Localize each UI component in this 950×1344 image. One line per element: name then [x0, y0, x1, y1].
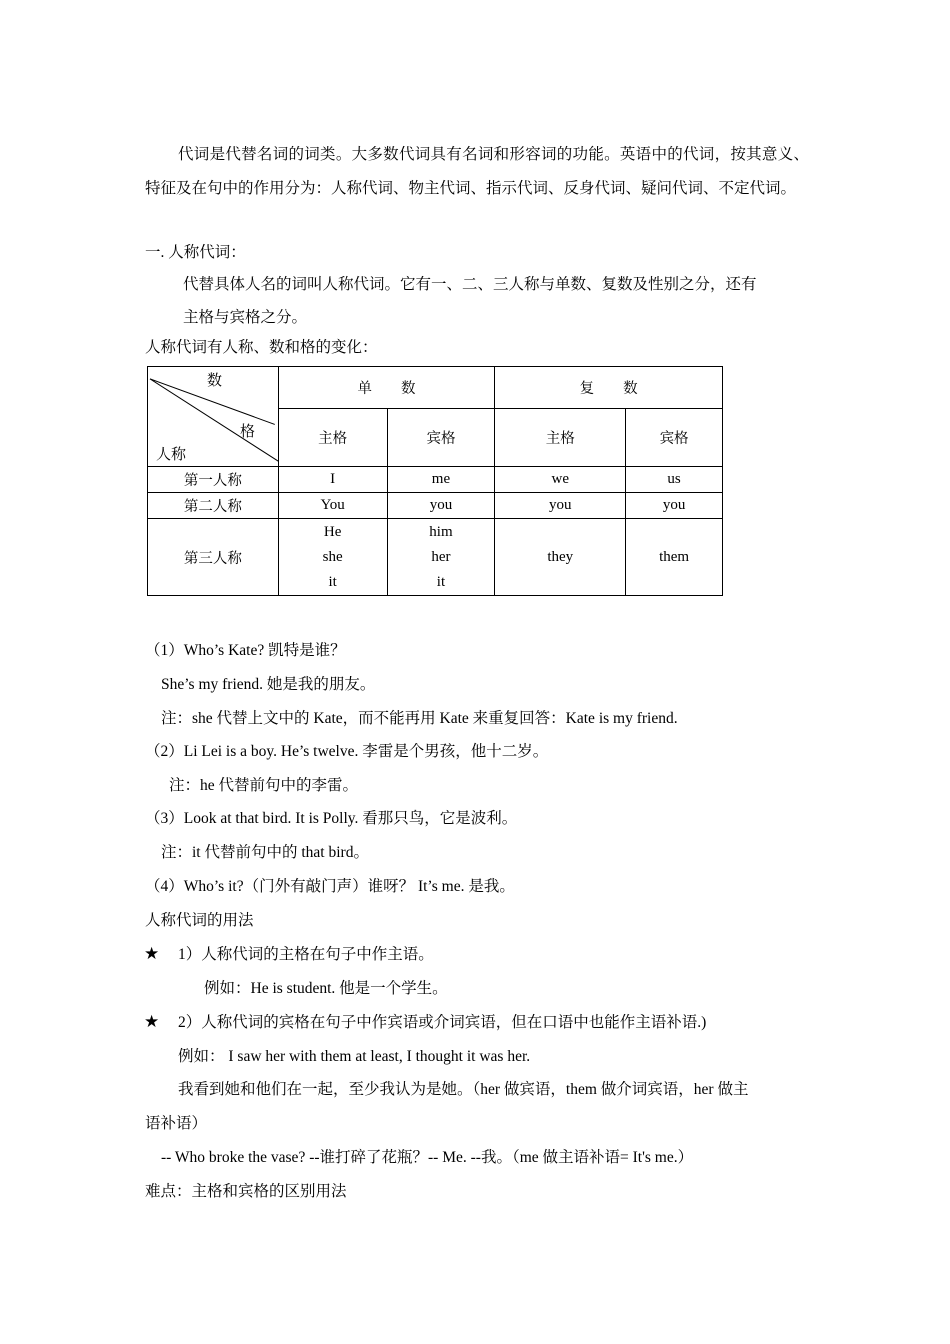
example-1-note: 注：she 代替上文中的 Kate，而不能再用 Kate 来重复回答：Kate is my friend.: [161, 710, 678, 727]
pronoun-it-obj: it: [436, 573, 446, 590]
table-caption: 人称代词有人称、数和格的变化：: [145, 339, 378, 356]
usage-rule-2-translation-1: 我看到她和他们在一起，至少我认为是她。（her 做宾语，them 做介词宾语，her 做主: [178, 1081, 749, 1098]
usage-rule-1-example: 例如：He is student. 他是一个学生。: [204, 980, 448, 997]
header-singular: 单 数: [278, 367, 495, 409]
cell-sing-obj: you: [387, 493, 495, 519]
pronoun-table: [147, 366, 723, 596]
pronoun-it: it: [328, 573, 337, 590]
row-person-label: 第三人称: [148, 519, 279, 596]
header-singular-object: 宾格: [387, 409, 495, 467]
example-4: （4）Who’s it?（门外有敲门声）谁呀？ It’s me. 是我。: [145, 878, 515, 895]
cell-sing-subj: You: [278, 493, 387, 519]
definition-line-1: 代替具体人名的词叫人称代词。它有一、二、三人称与单数、复数及性别之分，还有: [183, 276, 757, 293]
row-person-label: 第一人称: [148, 467, 279, 493]
cell-pl-obj: you: [626, 493, 723, 519]
usage-dialog: -- Who broke the vase? --谁打碎了花瓶？-- Me. --我。（me 做主语补语= It's me.）: [161, 1149, 694, 1166]
cell-sing-obj: [387, 519, 495, 596]
header-plural-subject: 主格: [495, 409, 626, 467]
table-corner-cell: [148, 367, 279, 467]
definition-line-2: 主格与宾格之分。: [183, 309, 308, 326]
cell-pl-subj: you: [495, 493, 626, 519]
star-icon: ★: [144, 1012, 160, 1031]
table-row: [148, 493, 723, 519]
example-2: （2）Li Lei is a boy. He’s twelve. 李雷是个男孩，他十二岁。: [145, 743, 549, 760]
usage-rule-2-example: 例如： I saw her with them at least, I thought it was her.: [178, 1048, 531, 1065]
corner-label-person: 人称: [156, 445, 187, 463]
example-1-answer: She’s my friend. 她是我的朋友。: [161, 676, 376, 693]
corner-label-number: 数: [207, 371, 223, 389]
cell-pl-obj: them: [626, 519, 723, 596]
pronoun-her: her: [431, 548, 451, 565]
pronoun-she: she: [322, 548, 343, 565]
cell-pl-subj: we: [495, 467, 626, 493]
header-plural-object: 宾格: [626, 409, 723, 467]
cell-pl-subj: they: [495, 519, 626, 596]
corner-label-case: 格: [240, 422, 256, 440]
usage-title: 人称代词的用法: [145, 912, 254, 929]
example-2-note: 注：he 代替前句中的李雷。: [169, 777, 359, 794]
header-singular-subject: 主格: [278, 409, 387, 467]
difficulty-note: 难点：主格和宾格的区别用法: [145, 1183, 347, 1200]
example-3: （3）Look at that bird. It is Polly. 看那只鸟，它是波利。: [145, 810, 518, 827]
row-person-label: 第二人称: [148, 493, 279, 519]
usage-rule-2: 2）人称代词的宾格在句子中作宾语或介词宾语，但在口语中也能作主语补语.): [178, 1014, 707, 1031]
star-icon: ★: [144, 944, 160, 963]
usage-rule-1: 1）人称代词的主格在句子中作主语。: [178, 946, 434, 963]
cell-sing-subj: [278, 519, 387, 596]
cell-pl-obj: us: [626, 467, 723, 493]
example-3-note: 注：it 代替前句中的 that bird。: [161, 844, 369, 861]
section-heading: 一. 人称代词：: [145, 244, 246, 261]
intro-paragraph: 代词是代替名词的词类。大多数代词具有名词和形容词的功能。英语中的代词，按其意义、特征及在句中的作用分为：人称代词、物主代词、指示代词、反身代词、疑问代词、不定代词。: [145, 146, 809, 197]
usage-rule-2-translation-2: 语补语）: [145, 1115, 208, 1132]
table-row: [148, 519, 723, 596]
example-1: （1）Who’s Kate? 凯特是谁？: [145, 642, 346, 659]
table-row: [148, 467, 723, 493]
header-plural: 复 数: [495, 367, 723, 409]
cell-sing-subj: I: [278, 467, 387, 493]
pronoun-he: He: [323, 523, 342, 540]
pronoun-him: him: [429, 523, 453, 540]
cell-sing-obj: me: [387, 467, 495, 493]
